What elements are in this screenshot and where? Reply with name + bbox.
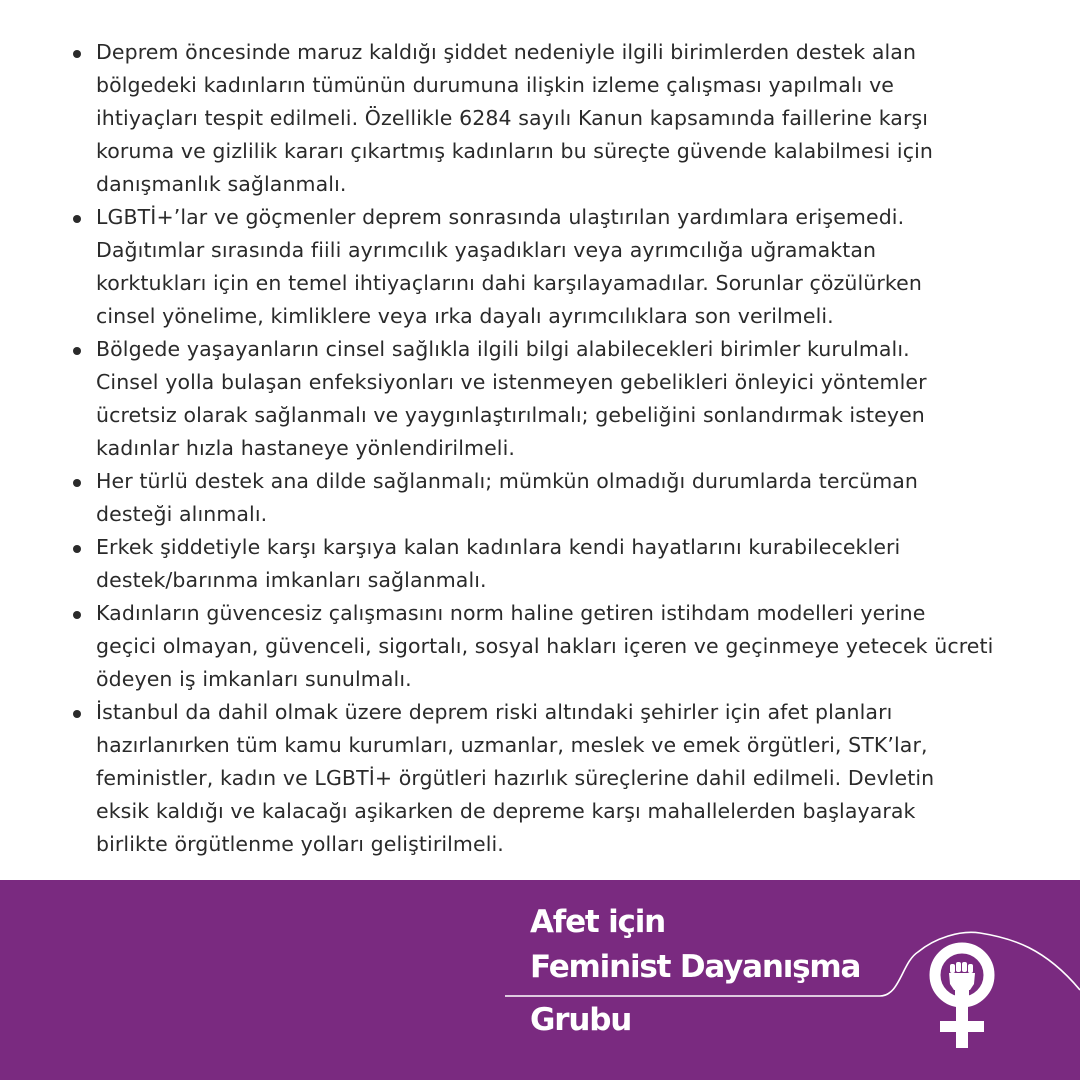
- bullet-icon: [73, 710, 81, 718]
- feminist-fist-symbol-icon: [935, 948, 989, 1048]
- list-item-text-line: koruma ve gizlilik kararı çıkartmış kadınların bu süreçte güvende kalabilmesi için: [96, 139, 933, 163]
- bullet-icon: [73, 347, 81, 355]
- bullet-icon: [73, 545, 81, 553]
- decorative-curve-line: [505, 932, 1080, 996]
- list-item-text-line: ihtiyaçları tespit edilmeli. Özellikle 6284 sayılı Kanun kapsamında faillerine karşı: [96, 106, 929, 130]
- list-item-text-line: cinsel yönelime, kimliklere veya ırka dayalı ayrımcılıklara son verilmeli.: [96, 304, 834, 328]
- list-item-text-line: ücretsiz olarak sağlanmalı ve yaygınlaştırılmalı; gebeliğini sonlandırmak isteyen: [96, 403, 925, 427]
- list-item-text-line: Kadınların güvencesiz çalışmasını norm haline getiren istihdam modelleri yerine: [96, 601, 926, 625]
- list-item: [72, 696, 1032, 861]
- bullet-icon: [73, 479, 81, 487]
- list-item-text-line: İstanbul da dahil olmak üzere deprem riski altındaki şehirler için afet planları: [96, 700, 893, 724]
- list-item-text-line: eksik kaldığı ve kalacağı aşikarken de depreme karşı mahallelerden başlayarak: [96, 799, 916, 823]
- list-item-text-line: birlikte örgütlenme yolları geliştirilmeli.: [96, 832, 504, 856]
- bullet-icon: [73, 611, 81, 619]
- demands-list: [72, 36, 1032, 861]
- footer-graphics: [0, 880, 1080, 1080]
- list-item-text-line: desteği alınmalı.: [96, 502, 268, 526]
- list-item: [72, 36, 1032, 201]
- list-item-text-line: Erkek şiddetiyle karşı karşıya kalan kadınlara kendi hayatlarını kurabilecekleri: [96, 535, 901, 559]
- bullet-icon: [73, 215, 81, 223]
- list-item-text-line: feministler, kadın ve LGBTİ+ örgütleri hazırlık süreçlerine dahil edilmeli. Devletin: [96, 766, 935, 790]
- org-name-line-2: Feminist Dayanışma: [530, 949, 861, 985]
- list-item: [72, 597, 1032, 696]
- list-item-text-line: Dağıtımlar sırasında fiili ayrımcılık yaşadıkları veya ayrımcılığa uğramaktan: [96, 238, 877, 262]
- list-item: [72, 465, 1032, 531]
- list-item-text-line: Cinsel yolla bulaşan enfeksiyonları ve istenmeyen gebelikleri önleyici yöntemler: [96, 370, 927, 394]
- list-item-text-line: Bölgede yaşayanların cinsel sağlıkla ilgili bilgi alabilecekleri birimler kurulmalı.: [96, 337, 910, 361]
- org-name-line-1: Afet için: [530, 904, 666, 940]
- list-item-text-line: hazırlanırken tüm kamu kurumları, uzmanlar, meslek ve emek örgütleri, STK’lar,: [96, 733, 928, 757]
- list-item-text-line: geçici olmayan, güvenceli, sigortalı, sosyal hakları içeren ve geçinmeye yetecek ücreti: [96, 634, 994, 658]
- list-item: [72, 531, 1032, 597]
- list-item-text-line: LGBTİ+’lar ve göçmenler deprem sonrasında ulaştırılan yardımlara erişemedi.: [96, 205, 905, 229]
- list-item: [72, 333, 1032, 465]
- org-name-line-3: Grubu: [530, 1002, 632, 1038]
- list-item-text-line: destek/barınma imkanları sağlanmalı.: [96, 568, 487, 592]
- list-item-text-line: Deprem öncesinde maruz kaldığı şiddet nedeniyle ilgili birimlerden destek alan: [96, 40, 917, 64]
- list-item-text-line: ödeyen iş imkanları sunulmalı.: [96, 667, 412, 691]
- bullet-icon: [73, 50, 81, 58]
- list-item-text-line: korktukları için en temel ihtiyaçlarını dahi karşılayamadılar. Sorunlar çözülürken: [96, 271, 922, 295]
- list-item-text-line: bölgedeki kadınların tümünün durumuna ilişkin izleme çalışması yapılmalı ve: [96, 73, 895, 97]
- list-item-text-line: Her türlü destek ana dilde sağlanmalı; mümkün olmadığı durumlarda tercüman: [96, 469, 919, 493]
- list-item: [72, 201, 1032, 333]
- list-item-text-line: danışmanlık sağlanmalı.: [96, 172, 347, 196]
- statement-content: [72, 36, 1032, 861]
- list-item-text-line: kadınlar hızla hastaneye yönlendirilmeli.: [96, 436, 515, 460]
- footer-banner: [0, 880, 1080, 1080]
